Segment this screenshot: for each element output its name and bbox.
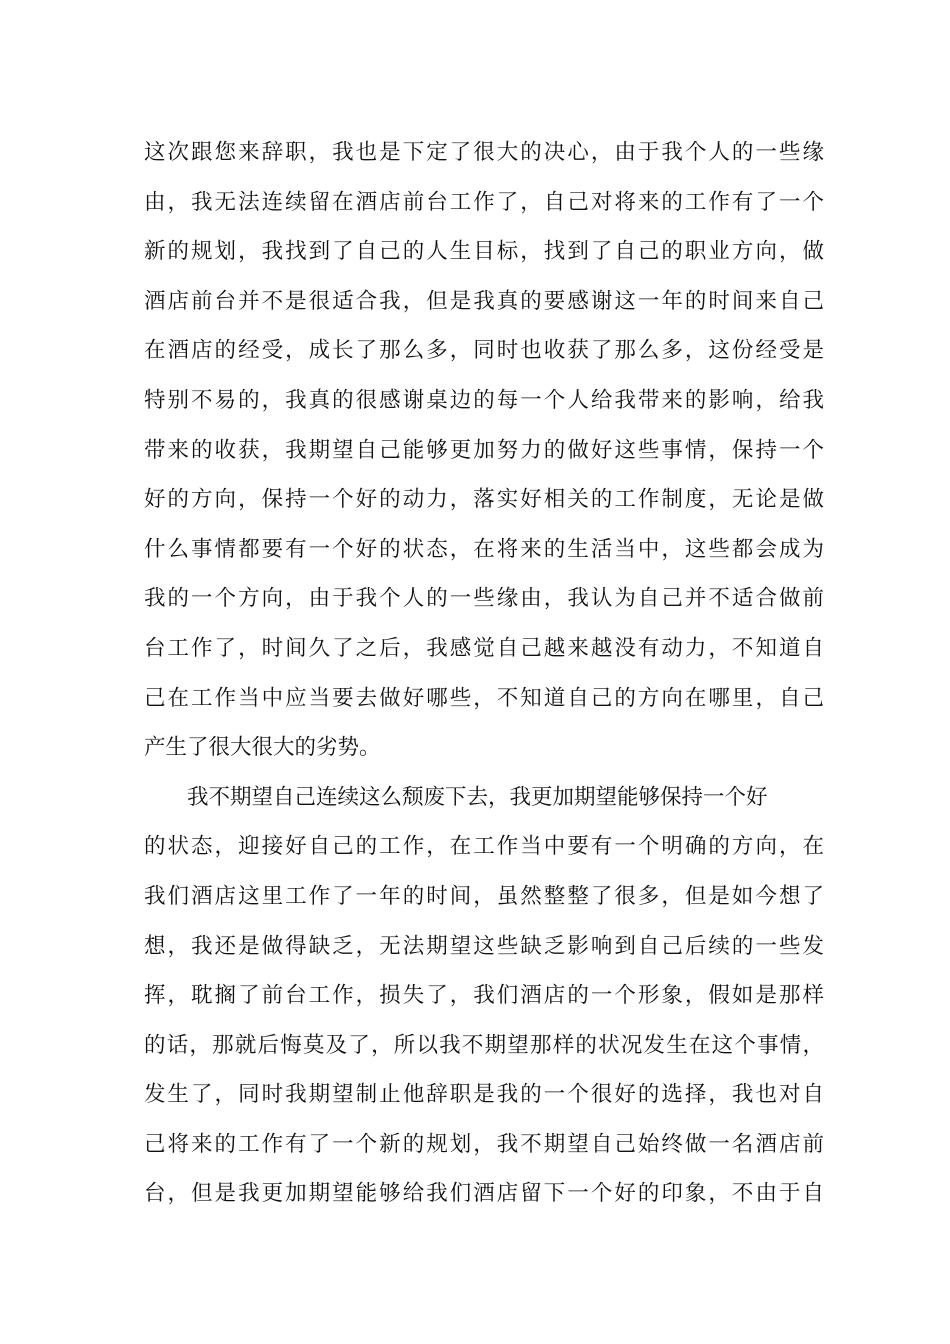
text-line: 己将来的工作有了一个新的规划，我不期望自己始终做一名酒店前 bbox=[144, 1131, 824, 1157]
body-text bbox=[144, 128, 824, 1219]
text-line: 我不期望自己连续这么颓废下去，我更加期望能够保持一个好 bbox=[144, 784, 768, 810]
text-line: 发生了，同时我期望制止他辞职是我的一个很好的选择，我也对自 bbox=[144, 1082, 824, 1108]
text-line: 我的一个方向，由于我个人的一些缘由，我认为自己并不适合做前 bbox=[144, 586, 824, 612]
paragraph-2 bbox=[144, 773, 824, 1219]
text-line: 台，但是我更加期望能够给我们酒店留下一个好的印象，不由于自 bbox=[144, 1181, 824, 1207]
text-line: 己在工作当中应当要去做好哪些，不知道自己的方向在哪里，自己 bbox=[144, 685, 824, 711]
paragraph-1 bbox=[144, 128, 824, 773]
text-line: 我们酒店这里工作了一年的时间，虽然整整了很多，但是如今想了 bbox=[144, 883, 824, 909]
text-line: 在酒店的经受，成长了那么多，同时也收获了那么多，这份经受是 bbox=[144, 338, 824, 364]
text-line: 的状态，迎接好自己的工作，在工作当中要有一个明确的方向，在 bbox=[144, 834, 824, 860]
text-line: 产生了很大很大的劣势。 bbox=[144, 735, 381, 761]
text-line: 台工作了，时间久了之后，我感觉自己越来越没有动力，不知道自 bbox=[144, 635, 824, 661]
text-line: 由，我无法连续留在酒店前台工作了，自己对将来的工作有了一个 bbox=[144, 189, 824, 215]
text-line: 酒店前台并不是很适合我，但是我真的要感谢这一年的时间来自己 bbox=[144, 288, 824, 314]
text-line: 挥，耽搁了前台工作，损失了，我们酒店的一个形象，假如是那样 bbox=[144, 983, 824, 1009]
text-line: 新的规划，我找到了自己的人生目标，找到了自己的职业方向，做 bbox=[144, 239, 824, 265]
text-line: 什么事情都要有一个好的状态，在将来的生活当中，这些都会成为 bbox=[144, 536, 824, 562]
text-line: 这次跟您来辞职，我也是下定了很大的决心，由于我个人的一些缘 bbox=[144, 140, 824, 165]
text-line: 的话，那就后悔莫及了，所以我不期望那样的状况发生在这个事情， bbox=[144, 1032, 824, 1058]
text-line: 想，我还是做得缺乏，无法期望这些缺乏影响到自己后续的一些发 bbox=[144, 933, 824, 959]
text-line: 特别不易的，我真的很感谢桌边的每一个人给我带来的影响，给我 bbox=[144, 387, 824, 413]
text-line: 带来的收获，我期望自己能够更加努力的做好这些事情，保持一个 bbox=[144, 437, 824, 463]
text-line: 好的方向，保持一个好的动力，落实好相关的工作制度，无论是做 bbox=[144, 487, 824, 513]
